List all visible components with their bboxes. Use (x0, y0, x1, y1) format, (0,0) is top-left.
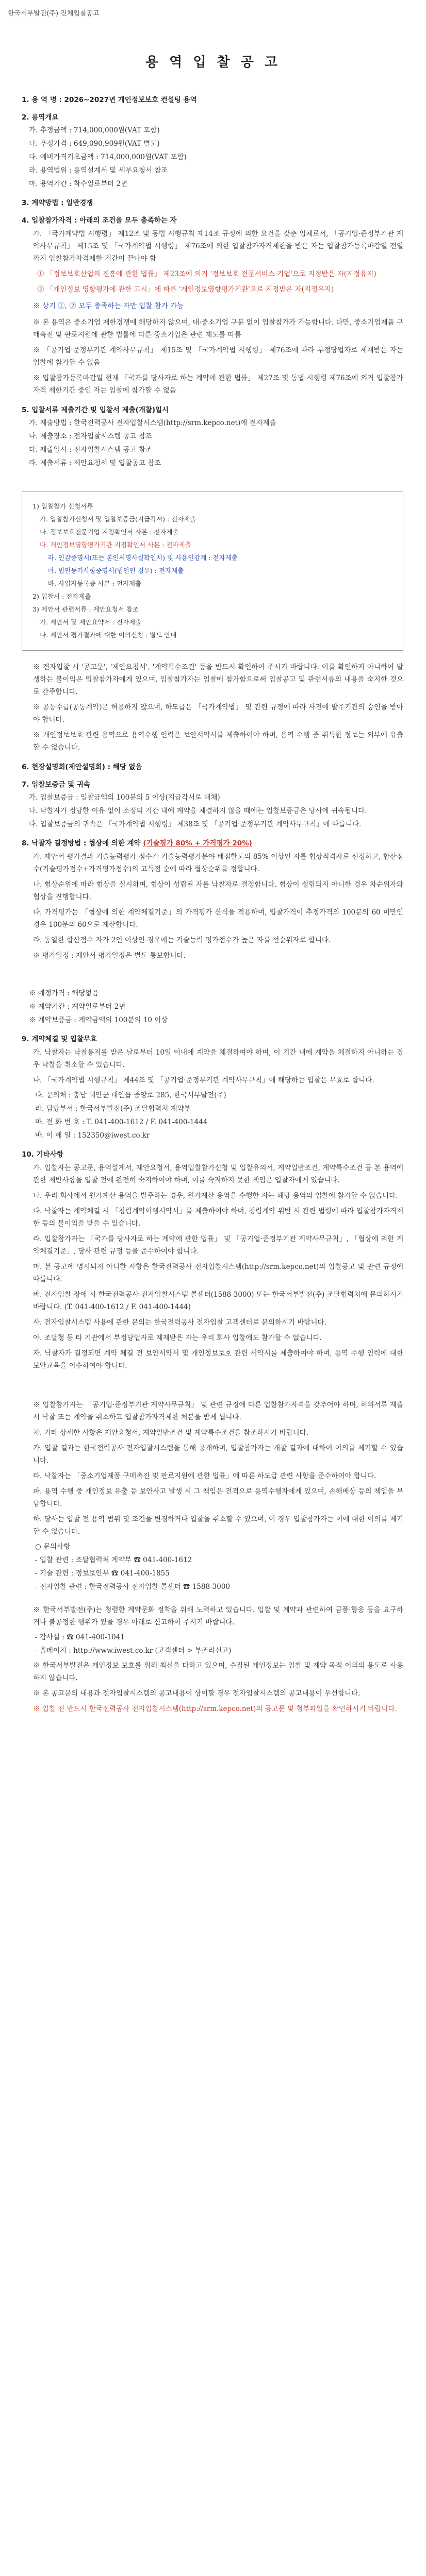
submission-row: 라. 제출서류 : 제안요청서 및 입찰공고 참조 (29, 459, 161, 467)
submission-row: 나. 제출장소 : 전자입찰시스템 공고 참조 (29, 432, 152, 440)
qualification-item: ② 「개인정보 영향평가에 관한 고시」에 따른 '개인정보영향평가기관'으로 지정받은 자(지정유지) (37, 285, 334, 294)
overview-row: 마. 용역기간 : 착수일로부터 2년 (29, 180, 128, 188)
integrity-para: ※ 입찰 전 반드시 한국전력공사 전자입찰시스템(http://srm.kepco.net)의 공고문 및 첨부파일을 확인하시기 바랍니다. (33, 1705, 397, 1713)
box-line: 마. 법인등기사항증명서(법인인 경우) : 전자제출 (48, 567, 184, 574)
submission-row: 가. 제출방법 : 한국전력공사 전자입찰시스템(http://srm.kepco.net)에 전자제출 (29, 419, 276, 427)
contract-row: ※ 계약기간 : 계약일로부터 2년 (29, 1003, 126, 1011)
qualification-para: ※ 「공기업·준정부기관 계약사무규칙」 제15조 및 「국가계약법 시행령」 제76조에 따라 부정당업자로 제재받은 자는 입찰에 참가할 수 없음 (33, 346, 403, 367)
contact-row: 라. 담당부서 : 한국서부발전(주) 조달협력처 계약부 (35, 1105, 191, 1113)
contract-row: ※ 계약보증금 : 계약금액의 100분의 10 이상 (29, 1016, 168, 1024)
misc-para: 사. 전자입찰시스템 사용에 관한 문의는 한국전력공사 전자입찰 고객센터로 문의하시기 바랍니다. (33, 1318, 326, 1327)
misc-para: ※ 입찰참가자는 「공기업·준정부기관 계약사무규칙」 및 관련 규정에 따른 입찰참가자격을 갖추어야 하며, 허위서류 제출 시 낙찰 또는 계약을 취소하고 입찰참가자격제한 처분을 받게 됩니다. (33, 1401, 403, 1421)
misc-para: 카. 입찰 결과는 한국전력공사 전자입찰시스템을 통해 공개하며, 입찰참가자는 개찰 결과에 대하여 이의를 제기할 수 있습니다. (33, 1444, 403, 1465)
misc-para: 차. 기타 상세한 사항은 제안요청서, 계약일반조건 및 계약특수조건을 참조하시기 바랍니다. (33, 1429, 309, 1437)
integrity-para: ※ 본 공고문의 내용과 전자입찰시스템의 공고내용이 상이할 경우 전자입찰시스템의 공고내용이 우선합니다. (33, 1689, 361, 1698)
misc-para: 바. 전자입찰 장애 시 한국전력공사 전자입찰시스템 콜센터(1588-3000) 또는 한국서부발전(주) 조달협력처에 문의하시기 바랍니다. (T. 041-400-1612 / F. 041-400-1444) (33, 1291, 403, 1311)
deposit-row: 다. 입찰보증금의 귀속은 「국가계약법 시행령」 제38조 및 「공기업·준정부기관 계약사무규칙」에 따릅니다. (29, 820, 362, 828)
section-deposit-title: 7. 입찰보증금 및 귀속 (22, 781, 90, 789)
overview-row: 다. 예비가격기초금액 : 714,000,000원(VAT 포함) (29, 153, 187, 161)
deposit-row: 나. 낙찰자가 정당한 이유 없이 소정의 기간 내에 계약을 체결하지 않을 때에는 입찰보증금은 당사에 귀속됩니다. (29, 807, 367, 815)
integrity-para: ※ 한국서부발전(주)는 청렴한 계약문화 정착을 위해 노력하고 있습니다. 입찰 및 계약과 관련하여 금품·향응 등을 요구하거나 불공정한 행위가 있을 경우 아래로 신고하여 주시기 바랍니다. (33, 1606, 403, 1626)
misc-para: 타. 낙찰자는 「중소기업제품 구매촉진 및 판로지원에 관한 법률」에 따른 하도급 관련 사항을 준수하여야 합니다. (33, 1472, 376, 1480)
box-line: 3) 제안서 관련서류 : 제안요청서 참조 (32, 605, 139, 613)
box-line: 2) 입찰서 : 전자제출 (32, 592, 91, 600)
inquiry-row: - 기술 관련 : 정보보안부 ☎ 041-400-1855 (35, 1569, 170, 1578)
misc-para: 파. 용역 수행 중 개인정보 유출 등 보안사고 발생 시 그 책임은 전적으로 용역수행자에게 있으며, 손해배상 등의 책임을 부담합니다. (33, 1487, 403, 1508)
deposit-row: 가. 입찰보증금 : 입찰금액의 100분의 5 이상(지급각서로 대체) (29, 793, 220, 802)
section-misc-title: 10. 기타사항 (22, 1150, 63, 1159)
box-line: 가. 제안서 및 제안요약서 : 전자제출 (40, 618, 142, 626)
inquiry-row: - 전자입찰 관련 : 한국전력공사 전자입찰 콜센터 ☎ 1588-3000 (35, 1583, 230, 1591)
overview-row: 나. 추정가격 : 649,090,909원(VAT 별도) (29, 140, 160, 148)
box-line: 나. 정보보호전문기업 지정확인서 사본 : 전자제출 (40, 528, 179, 536)
contract-para: 나. 「국가계약법 시행규칙」 제44조 및 「공기업·준정부기관 계약사무규칙」에 해당하는 입찰은 무효로 합니다. (33, 1076, 374, 1084)
notice-body (22, 87, 403, 1718)
integrity-para: ※ 한국서부발전은 개인정보 보호를 위해 최선을 다하고 있으며, 수집된 개인정보는 입찰 및 계약 목적 이외의 용도로 사용하지 않습니다. (33, 1662, 403, 1682)
submission-row: 다. 제출일시 : 전자입찰시스템 공고 참조 (29, 446, 152, 454)
general-para: ※ 전자입찰 시 '공고문', '제안요청서', '계약특수조건' 등을 반드시 확인하여 주시기 바랍니다. 이를 확인하지 아니하여 발생하는 불이익은 입찰참가자에게 있으며, 입찰참가자는 입찰에 참가함으로써 입찰공고 및 관련서류의 내용을 숙지한 것으로 간주합니다. (33, 663, 403, 696)
integrity-link[interactable]: - 홈페이지 : http://www.iwest.co.kr (고객센터 > 부조리신고) (35, 1647, 232, 1655)
qualification-para: ※ 본 용역은 중소기업 제한경쟁에 해당하지 않으며, 대·중소기업 구분 없이 입찰참가가 가능합니다. 다만, 중소기업제품 구매촉진 및 판로지원에 관한 법률에 따른 중소기업은 관련 제도를 따름 (33, 318, 403, 339)
award-highlight: (기술평가 80% + 가격평가 20%) (143, 839, 252, 848)
misc-para: 마. 본 공고에 명시되지 아니한 사항은 한국전력공사 전자입찰시스템(http://srm.kepco.net)의 입찰공고 및 관련 규정에 따릅니다. (33, 1263, 403, 1283)
box-line: 다. 개인정보영향평가기관 지정확인서 사본 : 전자제출 (40, 541, 191, 549)
section-qualification-title: 4. 입찰참가자격 : 아래의 조건을 모두 충족하는 자 (22, 216, 177, 225)
contract-para: 가. 낙찰자는 낙찰통지를 받은 날로부터 10일 이내에 계약을 체결하여야 하며, 이 기간 내에 계약을 체결하지 아니하는 경우 낙찰을 취소할 수 있습니다. (33, 1048, 403, 1069)
qualification-para: ※ 입찰참가등록마감일 현재 「국가를 당사자로 하는 계약에 관한 법률」 제27조 및 동법 시행령 제76조에 의거 입찰참가자격 제한기간 중인 자는 입찰에 참가할 수 없음 (33, 374, 403, 395)
misc-para: 나. 우리 회사에서 원가계산 용역을 발주하는 경우, 원가계산 용역을 수행한 자는 해당 용역의 입찰에 참가할 수 없습니다. (33, 1192, 398, 1200)
qualification-para: 가. 「국가계약법 시행령」 제12조 및 동법 시행규칙 제14조 규정에 의한 요건을 갖춘 업체로서, 「공기업·준정부기관 계약사무규칙」 제15조 및 「국가계약법 시행령」 제76조에 의한 입찰참가자격제한을 받은 자는 입찰참가등록마감일 전일까지 입찰참가자격제한 기간이 끝나야 함 (33, 230, 403, 263)
section-service-name: 1. 용 역 명 : 2026~2027년 개인정보보호 컨설팅 용역 (22, 96, 197, 104)
misc-para: 자. 낙찰자가 결정되면 계약 체결 전 보안서약서 및 개인정보보호 관련 서약서를 제출하여야 하며, 용역 수행 인력에 대한 보안교육을 이수하여야 합니다. (33, 1349, 403, 1370)
contact-row: 마. 전 화 번 호 : T. 041-400-1612 / F. 041-400-1444 (35, 1118, 208, 1126)
award-para: 나. 협상순위에 따라 협상을 실시하며, 협상이 성립된 자를 낙찰자로 결정합니다. 협상이 성립되지 아니한 경우 차순위자와 협상을 진행합니다. (33, 880, 403, 901)
submission-documents-box (22, 492, 403, 651)
misc-para: 다. 낙찰자는 계약체결 시 「청렴계약이행서약서」를 제출하여야 하며, 청렴계약 위반 시 관련 법령에 따라 입찰참가자격제한 등의 불이익을 받을 수 있습니다. (33, 1207, 403, 1228)
misc-para: 가. 입찰자는 공고문, 용역설계서, 제안요청서, 용역입찰참가신청 및 입찰유의서, 계약일반조건, 계약특수조건 등 본 용역에 관한 제반사항을 입찰 전에 완전히 숙지하여야 하며, 이를 숙지하지 못한 책임은 입찰자에게 있습니다. (33, 1164, 403, 1184)
misc-para: 아. 조달청 등 타 기관에서 부정당업자로 제재받은 자는 우리 회사 입찰에도 참가할 수 없습니다. (33, 1334, 322, 1342)
award-para: 라. 동일한 합산점수 자가 2인 이상인 경우에는 기술능력 평가점수가 높은 자를 선순위자로 합니다. (33, 936, 331, 944)
section-submission-title: 5. 입찰서류 제출기간 및 입찰서 제출(개찰)일시 (22, 406, 169, 414)
qualification-item: ① 「정보보호산업의 진흥에 관한 법률」 제23조에 의거 '정보보호 전문서비스 기업'으로 지정받은 자(지정유지) (37, 270, 376, 278)
box-line: 1) 입찰참가 신청서류 (32, 502, 93, 510)
box-line: 가. 입찰참가신청서 및 입찰보증금(지급각서) : 전자제출 (40, 515, 196, 523)
award-para: 가. 제안서 평가결과 기술능력평가 점수가 기술능력평가분야 배점한도의 85% 이상인 자를 협상적격자로 선정하고, 합산점수(기술평가점수+가격평가점수)의 고득점 순에 따라 협상순위를 정합니다. (33, 853, 403, 873)
misc-para: 라. 입찰참가자는 「국가를 당사자로 하는 계약에 관한 법률」 및 「공기업·준정부기관 계약사무규칙」, 「협상에 의한 계약체결기준」, 당사 관련 규정 등을 준수하여야 합니다. (33, 1235, 403, 1256)
section-award-title: 8. 낙찰자 결정방법 : 협상에 의한 계약 (기술평가 80% + 가격평가 20%) (22, 839, 252, 848)
section-overview-title: 2. 용역개요 (22, 113, 59, 122)
section-briefing-title: 6. 현장설명회(제안설명회) : 해당 없음 (22, 763, 142, 771)
section-contract-title: 9. 계약체결 및 입찰무효 (22, 1035, 97, 1043)
section-contract-method: 3. 계약방법 : 일반경쟁 (22, 199, 93, 207)
general-para: ※ 공동수급(공동계약)은 허용하지 않으며, 하도급은 「국가계약법」 및 관련 규정에 따라 사전에 발주기관의 승인을 받아야 합니다. (33, 703, 403, 724)
contact-row: 다. 문의처 : 충남 태안군 태안읍 중앙로 285, 한국서부발전(주) (35, 1091, 226, 1099)
qualification-notice: ※ 상기 ①, ② 모두 충족하는 자만 입찰 참가 가능 (33, 302, 184, 310)
misc-para: 하. 당사는 입찰 전 용역 범위 및 조건을 변경하거나 입찰을 취소할 수 있으며, 이 경우 입찰참가자는 이에 대한 이의를 제기할 수 없습니다. (33, 1515, 403, 1536)
box-line: 바. 사업자등록증 사본 : 전자제출 (48, 580, 142, 587)
award-para: 다. 가격평가는 「협상에 의한 계약체결기준」의 가격평가 산식을 적용하며, 입찰가격이 추정가격의 100분의 60 미만인 경우 100분의 60으로 계산합니다. (33, 908, 403, 929)
general-para: ※ 개인정보보호 관련 용역으로 용역수행 인력은 보안서약서를 제출하여야 하며, 용역 수행 중 취득한 정보는 외부에 유출할 수 없습니다. (33, 731, 403, 752)
integrity-row: - 감사실 : ☎ 041-400-1041 (35, 1633, 125, 1641)
header-org: 한국서부발전(주) 전체입찰공고 (8, 10, 100, 18)
overview-row: 가. 추정금액 : 714,000,000원(VAT 포함) (29, 126, 160, 134)
contact-email[interactable]: 바. 이 메 일 : 152350@iwest.co.kr (35, 1131, 150, 1140)
inquiry-row: - 입찰 관련 : 조달협력처 계약부 ☎ 041-400-1612 (35, 1556, 192, 1564)
contract-row: ※ 예정가격 : 해당없음 (29, 989, 99, 997)
box-line: 라. 인감증명서(또는 본인서명사실확인서) 및 사용인감계 : 전자제출 (48, 554, 238, 562)
overview-row: 라. 용역범위 : 용역설계서 및 세부요청서 참조 (29, 166, 168, 175)
award-para: ※ 평가일정 : 제안서 평가일정은 별도 통보합니다. (33, 952, 186, 960)
inquiry-row: ○ 문의사항 (35, 1543, 71, 1551)
page-title: 용 역 입 찰 공 고 (145, 55, 281, 70)
box-line: 나. 제안서 평가결과에 대한 이의신청 : 별도 안내 (40, 631, 177, 639)
